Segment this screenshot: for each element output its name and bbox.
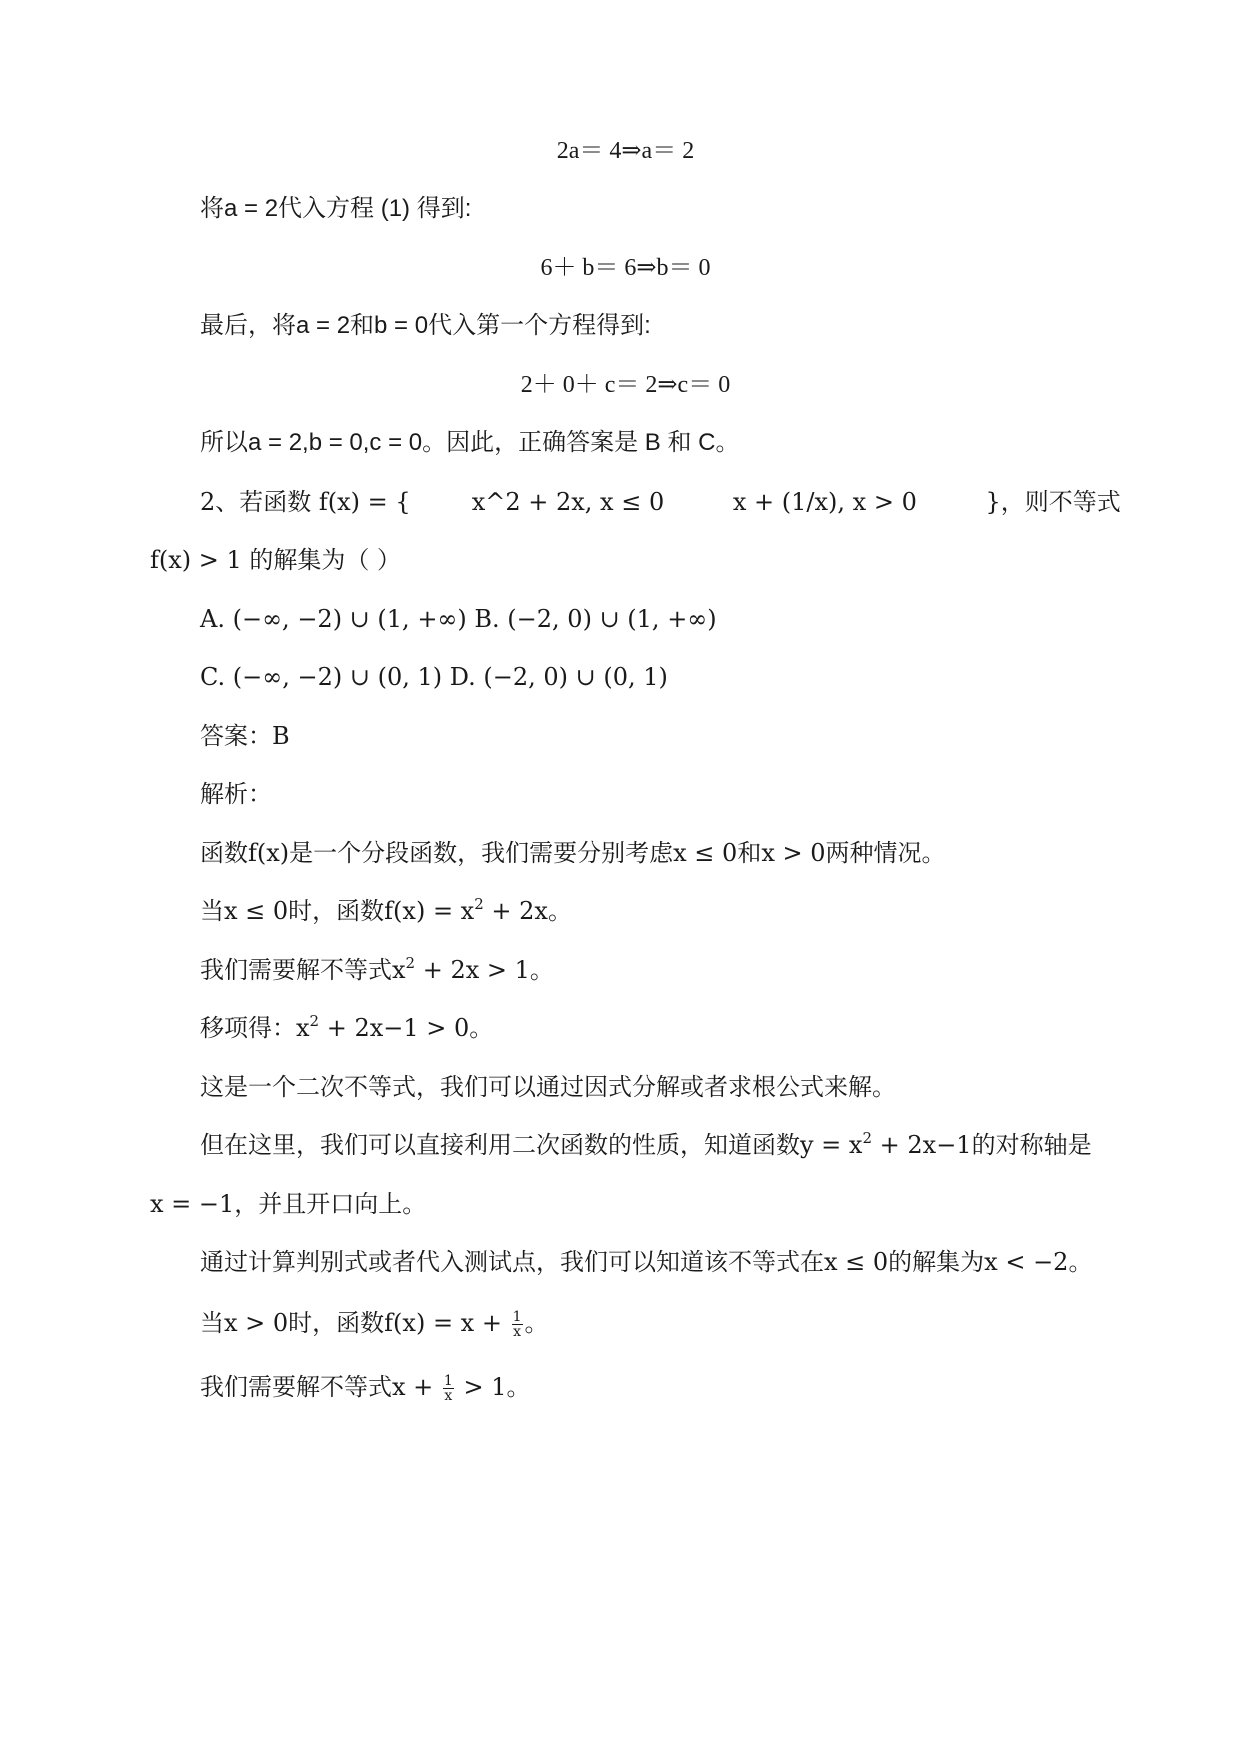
text-segment: 当x ≤ 0时，函数f(x) = x (200, 897, 475, 925)
equation-b: 6＋ b＝ 6⇒b＝ 0 (540, 255, 711, 281)
text-segment: 但在这里，我们可以直接利用二次函数的性质，知道函数y = x (200, 1131, 863, 1159)
analysis-symmetry-continued: x = −1，并且开口向上。 (150, 1190, 427, 1218)
analysis-symmetry (0, 1130, 1241, 1160)
text-segment: 我们需要解不等式x + (200, 1373, 441, 1401)
text-segment: 当x > 0时，函数f(x) = x + (200, 1309, 510, 1337)
text-segment: + 2x−1的对称轴是 (872, 1131, 1092, 1159)
fraction-denominator: x (444, 1388, 453, 1404)
fraction-numerator: 1 (512, 1309, 522, 1325)
text-segment: 。 (524, 1309, 549, 1337)
analysis-solution-1: 通过计算判别式或者代入测试点，我们可以知道该不等式在x ≤ 0的解集为x < −2。 (200, 1248, 1093, 1276)
equation-2a: 2a＝ 4⇒a＝ 2 (556, 138, 695, 164)
analysis-label: 解析： (200, 780, 272, 808)
analysis-inequality-2 (0, 1372, 1241, 1403)
text-segment: > 1。 (455, 1373, 531, 1401)
option-a-b: A. (−∞, −2) ∪ (1, +∞) B. (−2, 0) ∪ (1, +∞) (200, 605, 717, 633)
text-segment: + 2x > 1。 (415, 956, 554, 984)
text-segment: 移项得：x (200, 1014, 310, 1042)
option-c-d: C. (−∞, −2) ∪ (0, 1) D. (−2, 0) ∪ (0, 1) (200, 663, 668, 691)
paragraph-finally: 最后，将a = 2和b = 0代入第一个方程得到: (200, 312, 651, 339)
exponent: 2 (862, 1129, 873, 1147)
exponent: 2 (405, 954, 416, 972)
analysis-rearrange (0, 1013, 1241, 1043)
question-2-stem-continued: f(x) > 1 的解集为（ ） (150, 546, 402, 574)
text-segment: 我们需要解不等式x (200, 956, 406, 984)
analysis-quadratic: 这是一个二次不等式，我们可以通过因式分解或者求根公式来解。 (200, 1073, 896, 1101)
fraction-denominator: x (513, 1324, 521, 1340)
analysis-case-1 (0, 896, 1241, 926)
exponent: 2 (474, 895, 484, 913)
paragraph-answer-summary: 所以a = 2,b = 0,c = 0。因此，正确答案是 B 和 C。 (200, 429, 740, 456)
fraction (443, 1374, 454, 1403)
question-2-stem: 2、若函数 f(x) = { x^2 + 2x, x ≤ 0 x + (1/x), x > 0 }，则不等式 (200, 488, 1121, 516)
analysis-case-2 (0, 1308, 1241, 1339)
text-segment: + 2x−1 > 0。 (319, 1014, 494, 1042)
paragraph-substitute-a: 将a = 2代入方程 (1) 得到: (200, 195, 472, 222)
answer-label: 答案：B (200, 722, 290, 750)
equation-c: 2＋ 0＋ c＝ 2⇒c＝ 0 (520, 372, 731, 398)
fraction-numerator: 1 (443, 1373, 453, 1389)
text-segment: + 2x。 (483, 897, 572, 925)
analysis-piecewise: 函数f(x)是一个分段函数，我们需要分别考虑x ≤ 0和x > 0两种情况。 (200, 839, 946, 867)
analysis-inequality-1 (0, 955, 1241, 985)
exponent: 2 (309, 1012, 320, 1030)
fraction (512, 1310, 523, 1339)
